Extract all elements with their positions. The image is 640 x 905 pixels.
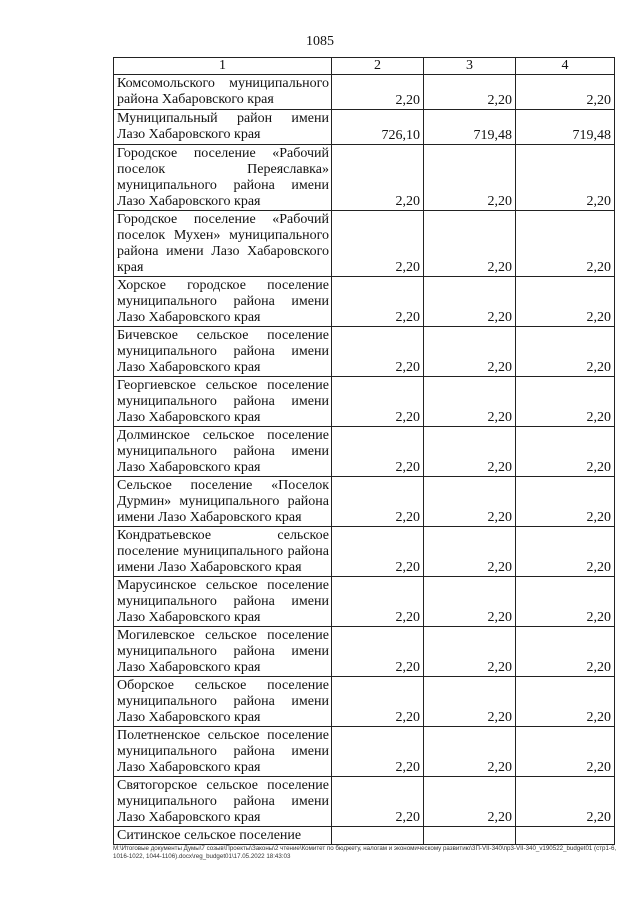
row-value-col3: 2,20	[424, 527, 516, 577]
table-row	[114, 377, 615, 427]
table-row	[114, 145, 615, 211]
row-value-col2: 2,20	[332, 527, 424, 577]
row-value-col4: 2,20	[516, 527, 615, 577]
row-value-col3: 2,20	[424, 327, 516, 377]
row-name: Городское поселение «Рабочий поселок Переяславка» муниципального района имени Лазо Хабаровского края	[114, 145, 332, 211]
table-row	[114, 527, 615, 577]
row-name: Марусинское сельское поселение муниципального района имени Лазо Хабаровского края	[114, 577, 332, 627]
row-value-col3	[424, 827, 516, 845]
row-value-col3: 2,20	[424, 727, 516, 777]
row-value-col2: 2,20	[332, 327, 424, 377]
row-value-col3: 2,20	[424, 477, 516, 527]
row-value-col3: 2,20	[424, 277, 516, 327]
row-value-col2: 726,10	[332, 110, 424, 145]
row-value-col3: 2,20	[424, 427, 516, 477]
row-value-col4: 2,20	[516, 577, 615, 627]
row-value-col2	[332, 827, 424, 845]
row-name: Оборское сельское поселение муниципального района имени Лазо Хабаровского края	[114, 677, 332, 727]
row-value-col4: 2,20	[516, 145, 615, 211]
row-value-col3: 2,20	[424, 75, 516, 110]
row-value-col2: 2,20	[332, 145, 424, 211]
column-header-1: 1	[114, 58, 332, 75]
row-name: Бичевское сельское поселение муниципального района имени Лазо Хабаровского края	[114, 327, 332, 377]
table-row	[114, 427, 615, 477]
column-header-3: 3	[424, 58, 516, 75]
row-name: Кондратьевское сельское поселение муниципального района имени Лазо Хабаровского края	[114, 527, 332, 577]
row-value-col4: 2,20	[516, 327, 615, 377]
row-value-col4: 719,48	[516, 110, 615, 145]
row-value-col3: 2,20	[424, 677, 516, 727]
table-row	[114, 327, 615, 377]
row-value-col2: 2,20	[332, 577, 424, 627]
row-value-col3: 2,20	[424, 377, 516, 427]
row-value-col2: 2,20	[332, 627, 424, 677]
row-value-col2: 2,20	[332, 427, 424, 477]
table-row	[114, 627, 615, 677]
row-value-col3: 2,20	[424, 145, 516, 211]
budget-table	[113, 57, 615, 845]
column-header-4: 4	[516, 58, 615, 75]
row-value-col2: 2,20	[332, 211, 424, 277]
row-value-col2: 2,20	[332, 377, 424, 427]
table-row	[114, 110, 615, 145]
row-value-col4: 2,20	[516, 477, 615, 527]
row-value-col2: 2,20	[332, 777, 424, 827]
row-value-col4: 2,20	[516, 277, 615, 327]
row-value-col3: 2,20	[424, 627, 516, 677]
row-value-col3: 2,20	[424, 777, 516, 827]
page-number: 1085	[306, 34, 334, 49]
footer-file-path: М:\Итоговые документы Думы\7 созыв\Проекты\Законы\2 чтение\Комитет по бюджету, налогам и экономическому развитию\3П-VII-340\пр3-VII-340_v190522_budget01 (стр1-6, 1016-1022, 1044-1106).docx\reg_budget01\17.05.2022 18:43:03	[113, 845, 617, 860]
row-name: Ситинское сельское поселение	[114, 827, 332, 845]
row-value-col4: 2,20	[516, 427, 615, 477]
row-value-col3: 719,48	[424, 110, 516, 145]
table-row	[114, 777, 615, 827]
row-value-col4: 2,20	[516, 777, 615, 827]
row-value-col4: 2,20	[516, 211, 615, 277]
table-row	[114, 827, 615, 845]
row-name: Городское поселение «Рабочий поселок Мухен» муниципального района имени Лазо Хабаровского края	[114, 211, 332, 277]
row-value-col4: 2,20	[516, 627, 615, 677]
row-value-col4: 2,20	[516, 377, 615, 427]
table-header-row	[114, 58, 615, 75]
row-name: Георгиевское сельское поселение муниципального района имени Лазо Хабаровского края	[114, 377, 332, 427]
column-header-2: 2	[332, 58, 424, 75]
row-value-col3: 2,20	[424, 211, 516, 277]
row-value-col3: 2,20	[424, 577, 516, 627]
row-value-col2: 2,20	[332, 75, 424, 110]
row-value-col2: 2,20	[332, 727, 424, 777]
row-value-col2: 2,20	[332, 677, 424, 727]
row-value-col4: 2,20	[516, 677, 615, 727]
row-value-col2: 2,20	[332, 277, 424, 327]
row-name: Сельское поселение «Поселок Дурмин» муниципального района имени Лазо Хабаровского края	[114, 477, 332, 527]
row-name: Святогорское сельское поселение муниципального района имени Лазо Хабаровского края	[114, 777, 332, 827]
row-name: Муниципальный район имени Лазо Хабаровского края	[114, 110, 332, 145]
table-row	[114, 727, 615, 777]
table-row	[114, 211, 615, 277]
row-value-col4	[516, 827, 615, 845]
table-row	[114, 477, 615, 527]
row-value-col2: 2,20	[332, 477, 424, 527]
row-name: Могилевское сельское поселение муниципального района имени Лазо Хабаровского края	[114, 627, 332, 677]
row-name: Хорское городское поселение муниципального района имени Лазо Хабаровского края	[114, 277, 332, 327]
table-row	[114, 677, 615, 727]
table-row	[114, 577, 615, 627]
row-value-col4: 2,20	[516, 75, 615, 110]
row-value-col4: 2,20	[516, 727, 615, 777]
row-name: Комсомольского муниципального района Хабаровского края	[114, 75, 332, 110]
table-row	[114, 75, 615, 110]
row-name: Полетненское сельское поселение муниципального района имени Лазо Хабаровского края	[114, 727, 332, 777]
table-row	[114, 277, 615, 327]
row-name: Долминское сельское поселение муниципального района имени Лазо Хабаровского края	[114, 427, 332, 477]
